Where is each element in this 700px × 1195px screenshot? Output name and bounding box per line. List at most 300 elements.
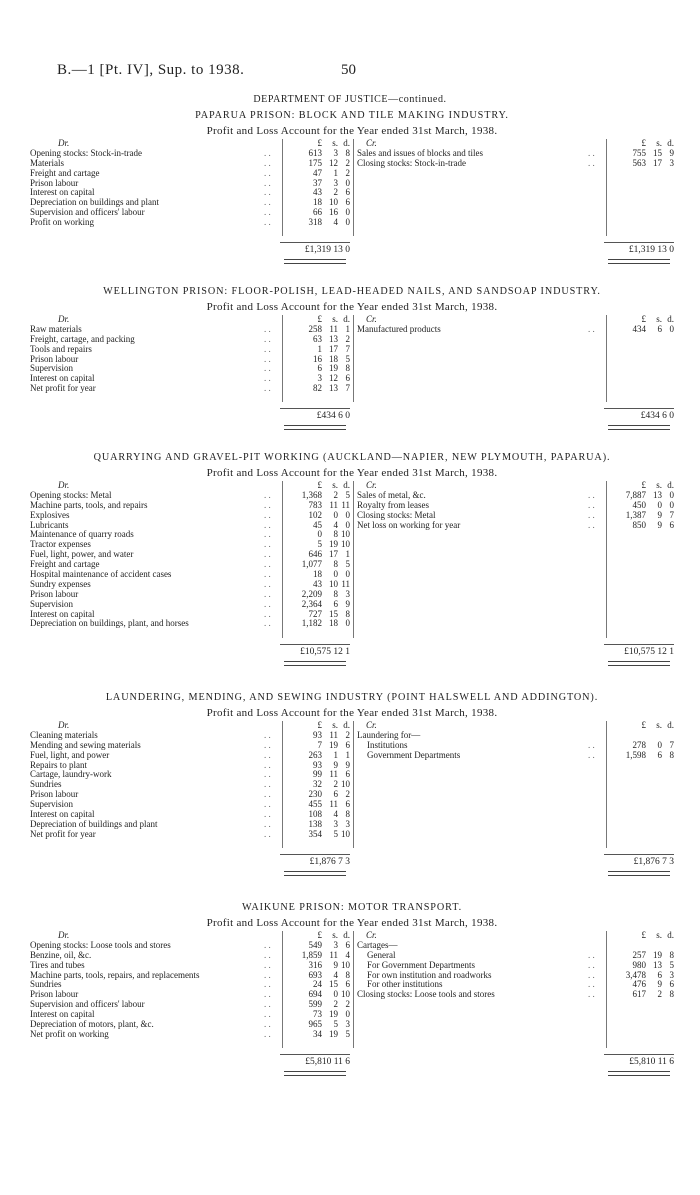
leader-dots: . . — [264, 809, 271, 820]
pence: 9 — [345, 598, 350, 609]
total-double-rule — [284, 1071, 346, 1076]
pound-header: £ — [641, 930, 646, 940]
page-header — [0, 62, 700, 82]
row-label: Manufactured products — [357, 323, 441, 334]
pence: 8 — [345, 969, 350, 980]
leader-dots: . . — [588, 499, 595, 510]
pounds: 1,859 — [301, 949, 322, 960]
pounds: 617 — [632, 989, 646, 1000]
total-rule — [280, 408, 350, 409]
total-double-rule — [608, 661, 670, 666]
leader-dots: . . — [264, 789, 271, 800]
pounds: 563 — [632, 157, 646, 168]
shillings: 4 — [333, 217, 338, 228]
account-row — [354, 521, 677, 531]
pounds: 727 — [308, 608, 322, 619]
leader-dots: . . — [264, 489, 271, 500]
leader-dots: . . — [264, 569, 271, 580]
account-row — [354, 751, 677, 761]
leader-dots: . . — [264, 559, 271, 570]
account-section — [28, 900, 676, 1074]
total-rule — [604, 644, 674, 645]
pounds: 99 — [313, 769, 322, 780]
shilling-header: s. — [332, 480, 338, 490]
pounds: 93 — [313, 729, 322, 740]
shillings: 3 — [333, 177, 338, 188]
total-double-rule — [284, 661, 346, 666]
total-double-rule — [608, 425, 670, 430]
shillings: 2 — [333, 489, 338, 500]
shillings: 9 — [333, 959, 338, 970]
leader-dots: . . — [264, 588, 271, 599]
shillings: 4 — [333, 519, 338, 530]
pence: 10 — [341, 828, 350, 839]
row-label: Interest on capital — [30, 1009, 95, 1020]
leader-dots: . . — [264, 959, 271, 970]
shillings: 18 — [329, 353, 338, 364]
leader-dots: . . — [588, 489, 595, 500]
account-title: Profit and Loss Account for the Year ended 31st March, 1938. — [206, 917, 498, 929]
pence: 2 — [345, 999, 350, 1010]
leader-dots: . . — [264, 598, 271, 609]
total-double-rule — [608, 871, 670, 876]
leader-dots: . . — [588, 979, 595, 990]
row-label: For own institution and roadworks — [367, 969, 492, 980]
pence: 6 — [345, 739, 350, 750]
leader-dots: . . — [264, 373, 271, 384]
total-rule — [280, 242, 350, 243]
pence: 0 — [345, 1009, 350, 1020]
pence-header: d. — [667, 720, 674, 730]
pounds: 93 — [313, 759, 322, 770]
pence-header: d. — [343, 720, 350, 730]
pounds: 980 — [632, 959, 646, 970]
total-rule — [604, 1054, 674, 1055]
pounds: 18 — [313, 569, 322, 580]
shillings: 16 — [329, 207, 338, 218]
shilling-header: s. — [656, 314, 662, 324]
leader-dots: . . — [264, 363, 271, 374]
pence: 5 — [669, 959, 674, 970]
pounds: 45 — [313, 519, 322, 530]
row-label: Depreciation on buildings, plant, and horses — [30, 618, 189, 629]
pounds: 646 — [308, 549, 322, 560]
shilling-header: s. — [332, 138, 338, 148]
row-label: Profit on working — [30, 217, 94, 228]
shillings: 13 — [329, 333, 338, 344]
pounds: 24 — [313, 979, 322, 990]
leader-dots: . . — [264, 769, 271, 780]
shillings: 17 — [329, 343, 338, 354]
cr-label: Cr. — [366, 930, 377, 940]
debit-side — [28, 720, 353, 867]
shilling-header: s. — [332, 314, 338, 324]
row-label: Supervision — [30, 363, 74, 374]
pounds: 316 — [308, 959, 322, 970]
account-row — [28, 1030, 353, 1040]
pence: 5 — [345, 1028, 350, 1039]
leader-dots: . . — [264, 157, 271, 168]
pounds: 613 — [308, 147, 322, 158]
leader-dots: . . — [588, 959, 595, 970]
leader-dots: . . — [588, 147, 595, 158]
cr-label: Cr. — [366, 138, 377, 148]
section-title: LAUNDERING, MENDING, AND SEWING INDUSTRY (POINT HALSWELL AND ADDINGTON). — [105, 692, 599, 703]
pence: 8 — [345, 363, 350, 374]
pounds: 18 — [313, 197, 322, 208]
pence: 3 — [345, 588, 350, 599]
shillings: 8 — [333, 588, 338, 599]
credit-side — [353, 138, 677, 256]
pounds: 694 — [308, 989, 322, 1000]
pence-header: d. — [667, 138, 674, 148]
pence: 3 — [669, 969, 674, 980]
leader-dots: . . — [588, 739, 595, 750]
leader-dots: . . — [264, 217, 271, 228]
pence: 2 — [345, 789, 350, 800]
shillings: 19 — [329, 1009, 338, 1020]
leader-dots: . . — [264, 197, 271, 208]
dr-label: Dr. — [58, 930, 70, 940]
pounds: 1,182 — [301, 618, 322, 629]
leader-dots: . . — [264, 519, 271, 530]
pounds: 230 — [308, 789, 322, 800]
pounds: 354 — [308, 828, 322, 839]
shillings: 8 — [333, 529, 338, 540]
shillings: 13 — [653, 489, 662, 500]
section-title: WAIKUNE PRISON: MOTOR TRANSPORT. — [241, 902, 463, 913]
shillings: 4 — [333, 809, 338, 820]
row-label: Hospital maintenance of accident cases — [30, 569, 172, 580]
leader-dots: . . — [588, 519, 595, 530]
row-label: Institutions — [367, 739, 408, 750]
shillings: 0 — [333, 569, 338, 580]
pounds: 850 — [632, 519, 646, 530]
leader-dots: . . — [264, 828, 271, 839]
shillings: 9 — [657, 979, 662, 990]
pence: 3 — [345, 818, 350, 829]
credit-side — [353, 930, 677, 1067]
shillings: 3 — [333, 818, 338, 829]
leader-dots: . . — [264, 539, 271, 550]
pence: 0 — [669, 323, 674, 334]
debit-side — [28, 314, 353, 422]
account-columns — [28, 315, 676, 428]
account-section — [28, 450, 676, 664]
leader-dots: . . — [264, 167, 271, 178]
account-title: Profit and Loss Account for the Year ended 31st March, 1938. — [206, 467, 498, 479]
account-row — [28, 790, 353, 800]
debit-total: £5,810 11 6 — [305, 1056, 350, 1067]
pounds: 73 — [313, 1009, 322, 1020]
row-label: Interest on capital — [30, 608, 95, 619]
pence: 2 — [345, 167, 350, 178]
dr-label: Dr. — [58, 314, 70, 324]
leader-dots: . . — [264, 759, 271, 770]
account-row — [354, 159, 677, 169]
pounds: 3 — [317, 373, 322, 384]
row-label: Raw materials — [30, 323, 82, 334]
shillings: 11 — [329, 799, 338, 810]
shillings: 10 — [329, 578, 338, 589]
leader-dots: . . — [588, 989, 595, 1000]
pence: 5 — [345, 353, 350, 364]
shillings: 15 — [329, 608, 338, 619]
credit-total: £1,876 7 3 — [633, 856, 674, 867]
leader-dots: . . — [264, 949, 271, 960]
leader-dots: . . — [264, 549, 271, 560]
leader-dots: . . — [264, 618, 271, 629]
row-label: Closing stocks: Metal — [357, 509, 436, 520]
leader-dots: . . — [588, 969, 595, 980]
pence: 0 — [669, 489, 674, 500]
row-label: Machine parts, tools, and repairs — [30, 499, 148, 510]
row-label: Laundering for— — [357, 729, 421, 740]
account-row — [28, 971, 353, 981]
pounds: 138 — [308, 818, 322, 829]
cr-label: Cr. — [366, 314, 377, 324]
pence-header: d. — [667, 314, 674, 324]
pounds: 1,387 — [625, 509, 646, 520]
pounds: 2,364 — [301, 598, 322, 609]
pounds: 263 — [308, 749, 322, 760]
row-label: Tractor expenses — [30, 539, 91, 550]
row-label: Net profit on working — [30, 1028, 109, 1039]
shillings: 11 — [329, 769, 338, 780]
shillings: 2 — [333, 779, 338, 790]
pence: 0 — [345, 217, 350, 228]
row-label: Sundries — [30, 779, 62, 790]
row-label: Net loss on working for year — [357, 519, 461, 530]
pound-header: £ — [317, 720, 322, 730]
shilling-header: s. — [656, 720, 662, 730]
pence: 5 — [345, 559, 350, 570]
account-columns — [28, 931, 676, 1074]
shillings: 18 — [329, 618, 338, 629]
account-columns — [28, 139, 676, 262]
leader-dots: . . — [588, 949, 595, 960]
section-title: PAPARUA PRISON: BLOCK AND TILE MAKING INDUSTRY. — [195, 110, 509, 121]
row-label: Cleaning materials — [30, 729, 98, 740]
row-label: Freight and cartage — [30, 167, 100, 178]
pounds: 278 — [632, 739, 646, 750]
pounds: 1 — [317, 343, 322, 354]
shillings: 19 — [329, 539, 338, 550]
row-label: Closing stocks: Loose tools and stores — [357, 989, 495, 1000]
pence: 6 — [345, 799, 350, 810]
account-row — [354, 325, 677, 335]
row-label: Freight, cartage, and packing — [30, 333, 135, 344]
row-label: Depreciation of buildings and plant — [30, 818, 158, 829]
pounds: 1,077 — [301, 559, 322, 570]
shillings: 12 — [329, 157, 338, 168]
leader-dots: . . — [264, 779, 271, 790]
shillings: 9 — [657, 519, 662, 530]
pound-header: £ — [641, 138, 646, 148]
shillings: 6 — [333, 789, 338, 800]
leader-dots: . . — [588, 509, 595, 520]
pence-header: d. — [343, 138, 350, 148]
pounds: 6 — [317, 363, 322, 374]
account-row — [28, 384, 353, 394]
debit-total: £10,575 12 1 — [300, 646, 350, 657]
pence: 8 — [669, 989, 674, 1000]
row-label: Government Departments — [367, 749, 461, 760]
account-row — [28, 619, 353, 629]
leader-dots: . . — [264, 343, 271, 354]
account-columns — [28, 721, 676, 874]
row-label: Closing stocks: Stock-in-trade — [357, 157, 466, 168]
leader-dots: . . — [264, 799, 271, 810]
row-label: Depreciation on buildings and plant — [30, 197, 159, 208]
shillings: 0 — [333, 989, 338, 1000]
row-label: Sundries — [30, 979, 62, 990]
debit-total: £1,876 7 3 — [309, 856, 350, 867]
pence: 10 — [341, 539, 350, 550]
row-label: Royalty from leases — [357, 499, 429, 510]
shillings: 10 — [329, 197, 338, 208]
row-label: Supervision and officers' labour — [30, 207, 145, 218]
credit-side — [353, 480, 677, 657]
pence: 6 — [345, 197, 350, 208]
row-label: Tools and repairs — [30, 343, 92, 354]
pounds: 108 — [308, 809, 322, 820]
pence-header: d. — [343, 314, 350, 324]
dr-label: Dr. — [58, 720, 70, 730]
account-row — [354, 990, 677, 1000]
leader-dots: . . — [264, 177, 271, 188]
row-label: Explosives — [30, 509, 70, 520]
shillings: 9 — [333, 759, 338, 770]
pence: 8 — [669, 949, 674, 960]
pounds: 476 — [632, 979, 646, 990]
leader-dots: . . — [264, 749, 271, 760]
total-rule — [604, 854, 674, 855]
credit-total: £434 6 0 — [640, 411, 674, 422]
pence: 5 — [345, 489, 350, 500]
pounds: 450 — [632, 499, 646, 510]
total-rule — [280, 644, 350, 645]
pound-header: £ — [641, 480, 646, 490]
account-section — [28, 108, 676, 262]
pounds: 102 — [308, 509, 322, 520]
pounds: 63 — [313, 333, 322, 344]
pence: 11 — [341, 499, 350, 510]
shillings: 3 — [333, 147, 338, 158]
total-double-rule — [284, 259, 346, 264]
debit-total: £434 6 0 — [316, 411, 350, 422]
total-rule — [604, 408, 674, 409]
pence: 3 — [669, 157, 674, 168]
pence: 7 — [669, 509, 674, 520]
row-label: Freight and cartage — [30, 559, 100, 570]
row-label: Machine parts, tools, repairs, and replacements — [30, 969, 200, 980]
pounds: 455 — [308, 799, 322, 810]
pence: 0 — [345, 509, 350, 520]
leader-dots: . . — [588, 323, 595, 334]
row-label: Prison labour — [30, 353, 79, 364]
account-row — [28, 149, 353, 159]
row-label: Materials — [30, 157, 64, 168]
leader-dots: . . — [264, 999, 271, 1010]
shilling-header: s. — [656, 138, 662, 148]
row-label: Supervision and officers' labour — [30, 999, 145, 1010]
shillings: 19 — [329, 739, 338, 750]
account-section — [28, 690, 676, 874]
shillings: 19 — [653, 949, 662, 960]
pounds: 7 — [317, 739, 322, 750]
row-label: Tires and tubes — [30, 959, 85, 970]
pence: 8 — [669, 749, 674, 760]
total-double-rule — [284, 871, 346, 876]
pounds: 693 — [308, 969, 322, 980]
row-label: For other institutions — [367, 979, 443, 990]
credit-total: £10,575 12 1 — [624, 646, 674, 657]
account-row — [354, 941, 677, 951]
leader-dots: . . — [264, 578, 271, 589]
shilling-header: s. — [656, 930, 662, 940]
row-label: Fuel, light, power, and water — [30, 549, 134, 560]
leader-dots: . . — [264, 333, 271, 344]
shillings: 4 — [333, 969, 338, 980]
pound-header: £ — [317, 480, 322, 490]
account-row — [28, 218, 353, 228]
pence: 2 — [345, 729, 350, 740]
shillings: 11 — [329, 499, 338, 510]
pound-header: £ — [641, 314, 646, 324]
pence: 10 — [341, 779, 350, 790]
dr-label: Dr. — [58, 480, 70, 490]
shillings: 0 — [333, 509, 338, 520]
pence-header: d. — [667, 930, 674, 940]
pounds: 7,887 — [625, 489, 646, 500]
pence: 11 — [341, 578, 350, 589]
pence: 6 — [345, 373, 350, 384]
pence: 1 — [345, 549, 350, 560]
total-double-rule — [608, 259, 670, 264]
shillings: 2 — [333, 999, 338, 1010]
leader-dots: . . — [264, 608, 271, 619]
shillings: 15 — [329, 979, 338, 990]
pence: 8 — [345, 809, 350, 820]
pounds: 37 — [313, 177, 322, 188]
pounds: 16 — [313, 353, 322, 364]
pounds: 1,368 — [301, 489, 322, 500]
leader-dots: . . — [264, 1019, 271, 1030]
total-rule — [604, 242, 674, 243]
pence-header: d. — [343, 480, 350, 490]
row-label: Prison labour — [30, 989, 79, 1000]
shillings: 9 — [657, 509, 662, 520]
debit-side — [28, 480, 353, 657]
row-label: Opening stocks: Metal — [30, 489, 112, 500]
pence: 6 — [669, 519, 674, 530]
pounds: 2,209 — [301, 588, 322, 599]
leader-dots: . . — [264, 353, 271, 364]
leader-dots: . . — [264, 383, 271, 394]
debit-side — [28, 930, 353, 1067]
leader-dots: . . — [264, 729, 271, 740]
dr-label: Dr. — [58, 138, 70, 148]
total-double-rule — [284, 425, 346, 430]
section-title: WELLINGTON PRISON: FLOOR-POLISH, LEAD-HEADED NAILS, AND SANDSOAP INDUSTRY. — [103, 286, 601, 297]
leader-dots: . . — [264, 989, 271, 1000]
pounds: 43 — [313, 578, 322, 589]
leader-dots: . . — [264, 187, 271, 198]
leader-dots: . . — [264, 969, 271, 980]
pounds: 599 — [308, 999, 322, 1010]
account-row — [28, 511, 353, 521]
